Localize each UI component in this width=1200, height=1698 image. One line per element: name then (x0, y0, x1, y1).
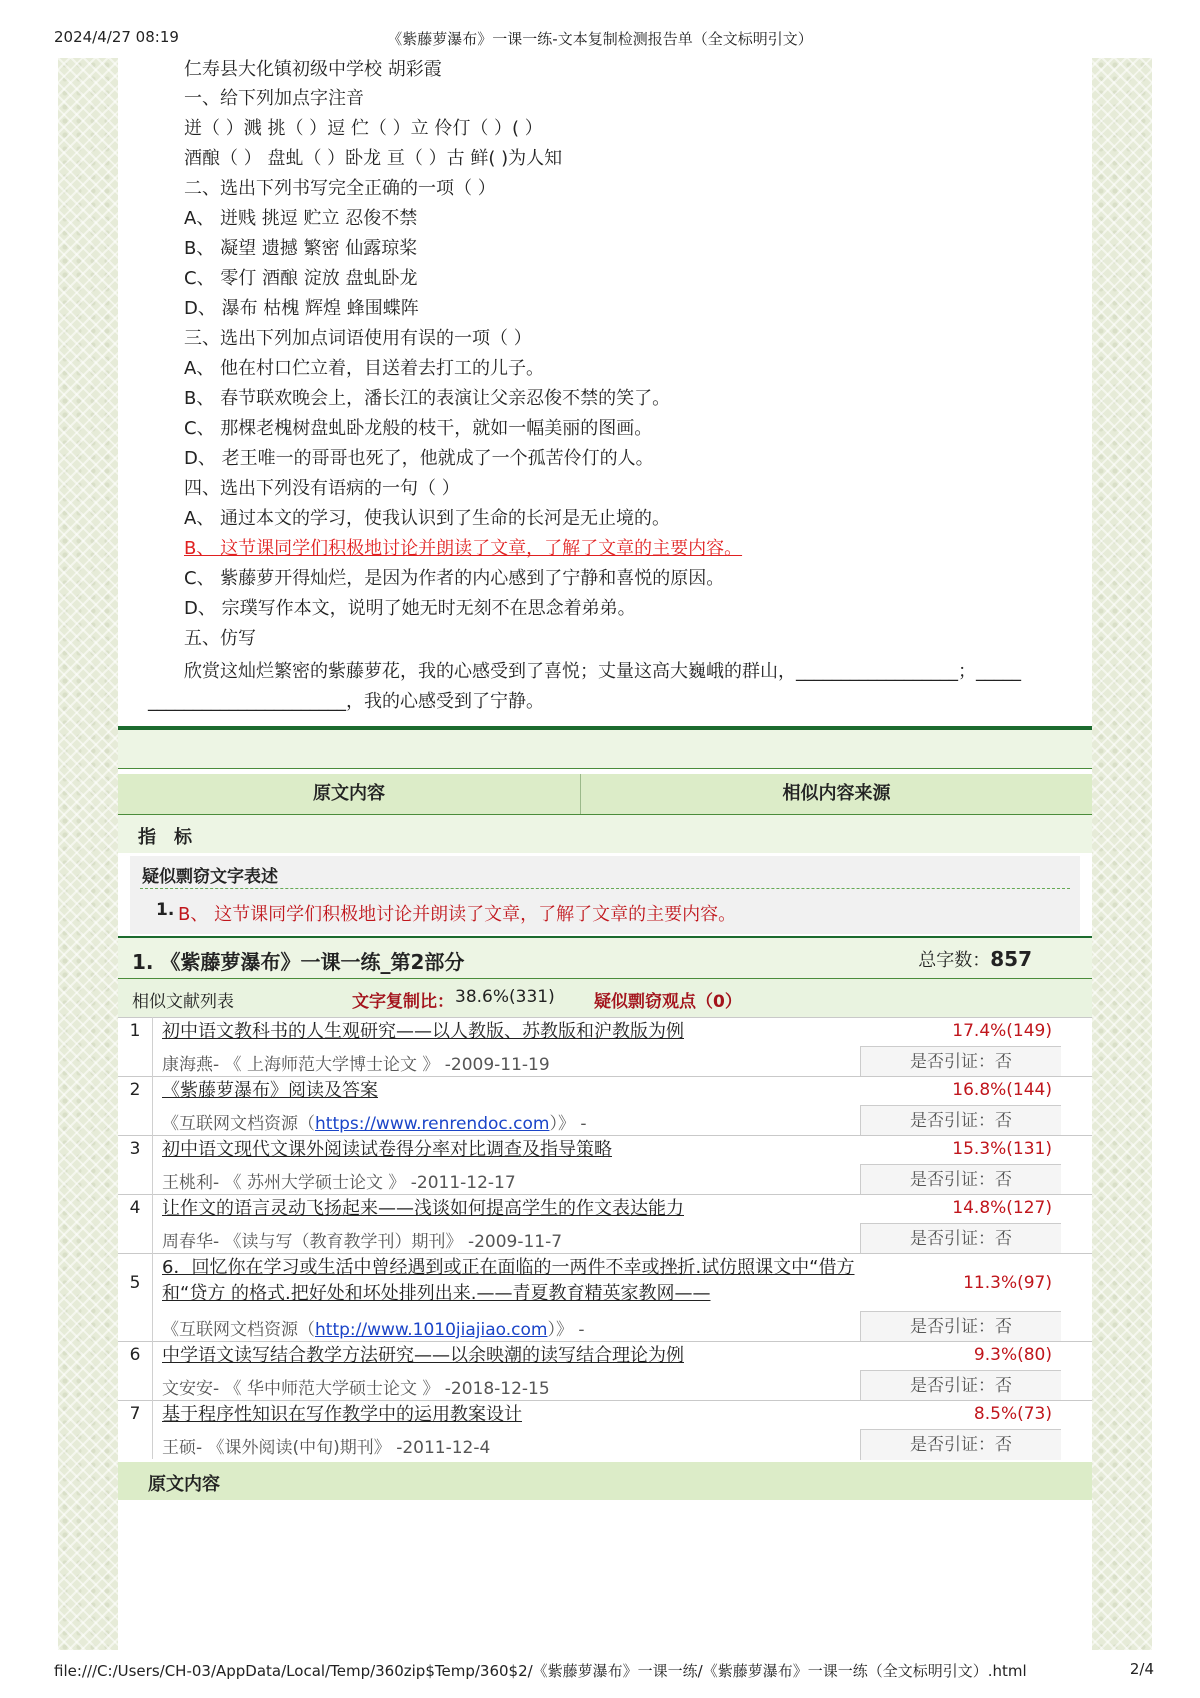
citation-status: 是否引证：否 (860, 1164, 1061, 1195)
source-prefix: 《互联网文档资源（ (162, 1320, 315, 1340)
doc-line: C、 紫藤萝开得灿烂，是因为作者的内心感到了宁静和喜悦的原因。 (184, 568, 725, 589)
doc-title-link[interactable]: 初中语文现代文课外阅读试卷得分率对比调查及指导策略 (162, 1139, 612, 1160)
doc-source: 文安安- 《 华中师范大学硕士论文 》 -2018-12-15 (162, 1379, 550, 1399)
item-number: 2 (129, 1080, 141, 1100)
doc-line: A、 通过本文的学习，使我认识到了生命的长河是无止境的。 (184, 508, 671, 529)
doc-line: 二、选出下列书写完全正确的一项（ ） (184, 178, 496, 199)
divider (118, 768, 1092, 769)
similarity-percent: 16.8%(144) (952, 1080, 1052, 1100)
similar-doc-item (118, 1017, 1092, 1076)
stats-row (118, 979, 1092, 1017)
doc-line: ______________________，我的心感受到了宁静。 (148, 691, 544, 712)
source-url-link[interactable]: http://www.1010jiajiao.com (315, 1320, 548, 1340)
doc-title-link[interactable]: 基于程序性知识在写作教学中的运用教案设计 (162, 1404, 522, 1425)
section-title-band (118, 938, 1092, 978)
similar-doc-item (118, 1076, 1092, 1135)
similar-doc-item (118, 1194, 1092, 1253)
doc-title-link[interactable]: 让作文的语言灵动飞扬起来——浅谈如何提高学生的作文表达能力 (162, 1198, 684, 1219)
doc-line: B、 春节联欢晚会上，潘长江的表演让父亲忍俊不禁的笑了。 (184, 388, 671, 409)
dotted-divider (140, 888, 1070, 889)
doc-title-link[interactable]: 中学语文读写结合教学方法研究——以余映潮的读写结合理论为例 (162, 1345, 684, 1366)
empty-band (118, 730, 1092, 768)
copy-ratio-value: 38.6%(331) (455, 987, 555, 1007)
doc-source (162, 1315, 585, 1340)
similarity-percent: 8.5%(73) (973, 1404, 1052, 1424)
item-number: 3 (129, 1139, 141, 1159)
similar-doc-item (118, 1400, 1092, 1459)
doc-line: 五、仿写 (184, 628, 256, 649)
doc-line: 欣赏这灿烂繁密的紫藤萝花，我的心感受到了喜悦；丈量这高大巍峨的群山，__________________；_____ (184, 661, 1021, 682)
flagged-doc-line: B、 这节课同学们积极地讨论并朗读了文章，了解了文章的主要内容。 (184, 538, 743, 559)
doc-line: A、 他在村口伫立着，目送着去打工的儿子。 (184, 358, 545, 379)
row-separator (118, 1194, 1092, 1195)
similarity-percent: 9.3%(80) (973, 1345, 1052, 1365)
row-separator (118, 1076, 1092, 1077)
total-chars (918, 946, 1032, 972)
plagiarism-views: 疑似剽窃观点（0） (594, 992, 742, 1012)
doc-line: A、 迸贱 挑逗 贮立 忍俊不禁 (184, 208, 418, 229)
doc-title-link[interactable]: 初中语文教科书的人生观研究——以人教版、苏教版和沪教版为例 (162, 1021, 684, 1042)
citation-status: 是否引证：否 (860, 1223, 1061, 1254)
row-separator (118, 1017, 1092, 1018)
similar-doc-item (118, 1341, 1092, 1400)
suspect-item-number: 1. (156, 900, 175, 920)
number-cell (118, 1253, 153, 1341)
page-number: 2/4 (1129, 1660, 1154, 1678)
original-content-band (118, 1462, 1092, 1500)
suspect-title: 疑似剽窃文字表述 (142, 867, 278, 887)
citation-status: 是否引证：否 (860, 1429, 1061, 1460)
copy-ratio-label: 文字复制比： (352, 992, 454, 1012)
indicator-band (118, 815, 1092, 853)
file-path: file:///C:/Users/CH-03/AppData/Local/Temp/360zip$Temp/360$2/《紫藤萝瀑布》一课一练/《紫藤萝瀑布》一课一练（全文标明引文）.html (54, 1662, 1027, 1680)
similarity-percent: 15.3%(131) (952, 1139, 1052, 1159)
item-number: 7 (129, 1404, 141, 1424)
item-number: 1 (129, 1021, 141, 1041)
print-footer (54, 1660, 1154, 1684)
doc-line: D、 老王唯一的哥哥也死了，他就成了一个孤苦伶仃的人。 (184, 448, 654, 469)
similar-doc-item (118, 1135, 1092, 1194)
print-datetime: 2024/4/27 08:19 (54, 28, 179, 46)
doc-title-link[interactable]: 6．回忆你在学习或生活中曾经遇到或正在面临的一两件不幸或挫折.试仿照课文中“借方 和“贷方 的格式.把好处和坏处排列出来.——青夏教育精英家教网—— (162, 1257, 855, 1304)
source-url-link[interactable]: https://www.renrendoc.com (315, 1114, 550, 1134)
source-suffix: ）》 - (549, 1114, 587, 1134)
print-header (0, 28, 1200, 52)
doc-line: 仁寿县大化镇初级中学校 胡彩霞 (184, 59, 442, 80)
citation-status: 是否引证：否 (860, 1370, 1061, 1401)
source-prefix: 《互联网文档资源（ (162, 1114, 315, 1134)
item-number: 4 (129, 1198, 141, 1218)
row-separator (118, 1341, 1092, 1342)
row-separator (118, 1135, 1092, 1136)
item-number: 5 (129, 1273, 141, 1293)
doc-source: 康海燕- 《 上海师范大学博士论文 》 -2009-11-19 (162, 1055, 550, 1075)
similarity-percent: 14.8%(127) (952, 1198, 1052, 1218)
suspect-box (130, 856, 1080, 934)
similar-doc-item (118, 1253, 1092, 1341)
doc-line: B、 凝望 遗撼 繁密 仙露琼桨 (184, 238, 418, 259)
doc-line: C、 那棵老槐树盘虬卧龙般的枝干，就如一幅美丽的图画。 (184, 418, 653, 439)
suspect-item-text: B、 这节课同学们积极地讨论并朗读了文章，了解了文章的主要内容。 (178, 904, 737, 925)
original-content-label: 原文内容 (148, 1474, 220, 1495)
indicator-label: 指 标 (138, 827, 192, 848)
citation-status: 是否引证：否 (860, 1046, 1061, 1077)
source-suffix: ）》 - (547, 1320, 585, 1340)
total-label: 总字数： (918, 950, 991, 971)
total-value: 857 (990, 947, 1032, 971)
doc-line: D、 瀑布 枯槐 辉煌 蜂围蝶阵 (184, 298, 419, 319)
doc-line: 迸（ ）溅 挑（ ）逗 伫（ ）立 伶仃（ ）( ） (184, 118, 543, 139)
doc-line: 四、选出下列没有语病的一句（ ） (184, 478, 460, 499)
doc-line: 一、给下列加点字注音 (184, 88, 364, 109)
doc-line: D、 宗璞写作本文，说明了她无时无刻不在思念着弟弟。 (184, 598, 636, 619)
doc-line: C、 零仃 酒酿 淀放 盘虬卧龙 (184, 268, 418, 289)
column-header-source: 相似内容来源 (782, 783, 891, 804)
doc-source: 王桃利- 《 苏州大学硕士论文 》 -2011-12-17 (162, 1173, 516, 1193)
doc-line: 酒酿（ ） 盘虬（ ）卧龙 亘（ ）古 鲜( )为人知 (184, 148, 563, 169)
doc-title-link[interactable]: 《紫藤萝瀑布》阅读及答案 (162, 1080, 378, 1101)
citation-status: 是否引证：否 (860, 1311, 1061, 1342)
report-title: 《紫藤萝瀑布》一课一练-文本复制检测报告单（全文标明引文） (387, 30, 813, 48)
similar-list-label: 相似文献列表 (132, 992, 234, 1012)
table-header (118, 774, 1092, 814)
column-header-original: 原文内容 (313, 783, 385, 804)
doc-source: 王硕- 《课外阅读(中旬)期刊》 -2011-12-4 (162, 1438, 491, 1458)
similarity-percent: 11.3%(97) (963, 1273, 1052, 1293)
row-separator (118, 1253, 1092, 1254)
report-paper (118, 58, 1092, 1650)
similarity-percent: 17.4%(149) (952, 1021, 1052, 1041)
citation-status: 是否引证：否 (860, 1105, 1061, 1136)
doc-source (162, 1109, 587, 1134)
item-number: 6 (129, 1345, 141, 1365)
section-title: 1. 《紫藤萝瀑布》一课一练_第2部分 (132, 950, 465, 974)
doc-line: 三、选出下列加点词语使用有误的一项（ ） (184, 328, 532, 349)
doc-source: 周春华- 《读与写（教育教学刊）期刊》 -2009-11-7 (162, 1232, 563, 1252)
row-separator (118, 1400, 1092, 1401)
